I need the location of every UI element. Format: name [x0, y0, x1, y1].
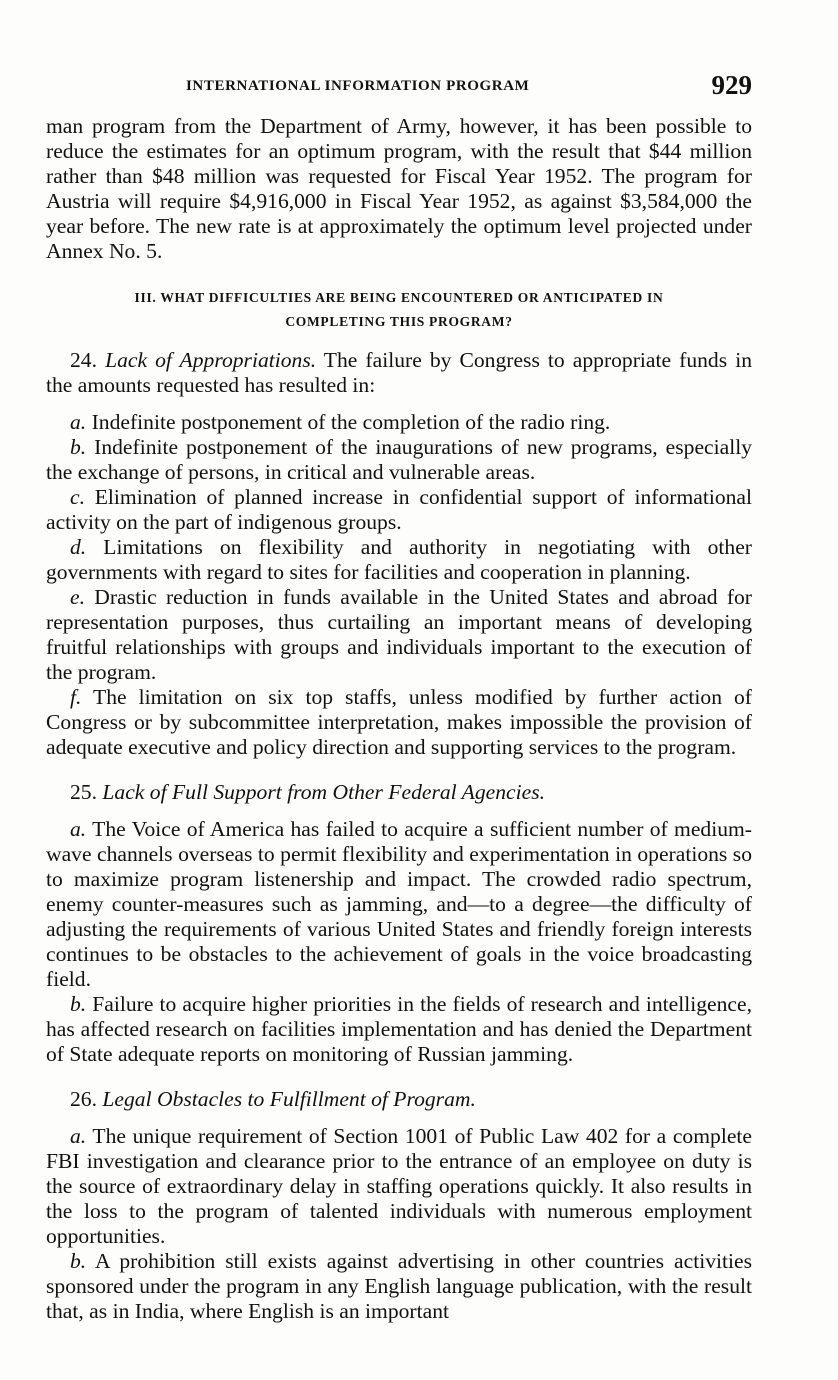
- item-text: Drastic reduction in funds available in the United States and abroad for representation purposes, thus curtailing an important means of developing fruitful relationships with groups and individuals important to the execution of the program.: [46, 585, 752, 684]
- list-item: [46, 410, 752, 435]
- topic-number: 26.: [70, 1087, 97, 1111]
- item-text: Indefinite postponement of the inaugurations of new programs, especially the exchange of persons, in critical and vulnerable areas.: [46, 435, 752, 484]
- list-item: [46, 992, 752, 1067]
- topic-title: Legal Obstacles to Fulfillment of Program.: [102, 1087, 476, 1111]
- item-letter: a.: [70, 410, 87, 434]
- page-number: 929: [711, 70, 752, 100]
- item-letter: b.: [70, 992, 87, 1016]
- item-text: The Voice of America has failed to acquire a sufficient number of medium-wave channels overseas to permit flexibility and experimentation in operations so to maximize program listenership and impact. The crowded radio spectrum, enemy counter-measures such as jamming, and—to a degree—the difficulty of adjusting the requirements of various United States and friendly foreign interests continues to be obstacles to the achievement of goals in the voice broadcasting field.: [46, 817, 752, 991]
- item-text: Indefinite postponement of the completion of the radio ring.: [86, 410, 611, 434]
- list-item: [46, 685, 752, 760]
- list-item: [46, 585, 752, 685]
- topic-title: Lack of Full Support from Other Federal Agencies.: [102, 780, 546, 804]
- list-item: [46, 817, 752, 992]
- section-heading-line-1: III. WHAT DIFFICULTIES ARE BEING ENCOUNTERED OR ANTICIPATED IN: [134, 290, 664, 305]
- running-head: [46, 70, 752, 104]
- running-title: INTERNATIONAL INFORMATION PROGRAM: [186, 78, 530, 94]
- topic-25: [46, 780, 752, 805]
- topic-26: [46, 1087, 752, 1112]
- topic-intro: The failure by Congress to appropriate funds in the amounts requested has resulted in:: [46, 348, 752, 397]
- item-letter: e.: [70, 585, 85, 609]
- page-body: [46, 114, 752, 1324]
- item-letter: a.: [70, 817, 87, 841]
- section-heading-line-2: COMPLETING THIS PROGRAM?: [285, 314, 513, 329]
- item-letter: a.: [70, 1124, 87, 1148]
- list-item: [46, 1249, 752, 1324]
- item-text: The unique requirement of Section 1001 of Public Law 402 for a complete FBI investigation and clearance prior to the entrance of an employee on duty is the source of extraordinary delay in staffing operations quickly. It also results in the loss to the program of talented individuals with numerous employment opportunities.: [46, 1124, 752, 1248]
- topic-25-items: [46, 817, 752, 1067]
- item-text: The limitation on six top staffs, unless modified by further action of Congress or by subcommittee interpretation, makes impossible the provision of adequate executive and policy direction and supporting services to the program.: [46, 685, 752, 759]
- list-item: [46, 535, 752, 585]
- topic-24: [46, 348, 752, 398]
- topic-26-items: [46, 1124, 752, 1324]
- topic-number: 25.: [70, 780, 97, 804]
- topic-number: 24.: [70, 348, 97, 372]
- list-item: [46, 485, 752, 535]
- topic-24-items: [46, 410, 752, 760]
- item-letter: f.: [70, 685, 82, 709]
- item-text: Limitations on flexibility and authority in negotiating with other governments with regard to sites for facilities and cooperation in planning.: [46, 535, 752, 584]
- item-letter: b.: [70, 435, 87, 459]
- item-text: A prohibition still exists against advertising in other countries activities sponsored under the program in any English language publication, with the result that, as in India, where English is an important: [46, 1249, 752, 1323]
- opening-paragraph: man program from the Department of Army, however, it has been possible to reduce the estimates for an optimum program, with the result that $44 million rather than $48 million was requested for Fiscal Year 1952. The program for Austria will require $4,916,000 in Fiscal Year 1952, as against $3,584,000 the year before. The new rate is at approximately the optimum level projected under Annex No. 5.: [46, 114, 752, 263]
- item-letter: d.: [70, 535, 87, 559]
- list-item: [46, 435, 752, 485]
- section-heading: [46, 286, 752, 334]
- list-item: [46, 1124, 752, 1249]
- topic-title: Lack of Appropriations.: [105, 348, 317, 372]
- item-letter: b.: [70, 1249, 87, 1273]
- item-text: Elimination of planned increase in confidential support of informational activity on the part of indigenous groups.: [46, 485, 752, 534]
- item-letter: c.: [70, 485, 85, 509]
- item-text: Failure to acquire higher priorities in the fields of research and intelligence, has affected research on facilities implementation and has denied the Department of State adequate reports on monitoring of Russian jamming.: [46, 992, 752, 1066]
